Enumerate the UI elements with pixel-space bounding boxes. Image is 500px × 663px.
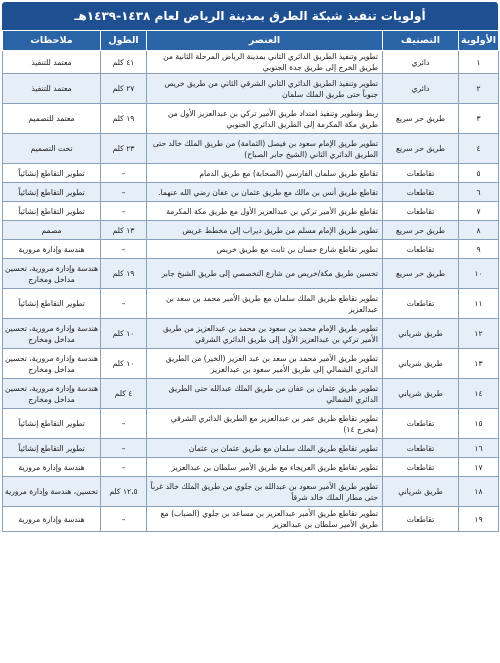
cell-classification: طريق حر سريع — [383, 104, 459, 134]
table-row — [3, 349, 499, 379]
cell-element: تطوير تقاطع طريق الملك سلمان مع طريق عثمان بن عثمان — [147, 439, 383, 458]
table-row — [3, 74, 499, 104]
cell-element: تطوير طريق الأمير سعود بن عبدالله بن جلوي من طريق الملك خالد غرباً حتى مطار الملك خالد شرقاً — [147, 477, 383, 507]
table-row — [3, 240, 499, 259]
table-row — [3, 164, 499, 183]
cell-notes: هندسة وإدارة مرورية، تحسين مداخل ومخارج — [3, 259, 101, 289]
cell-element: تطوير طريق الإمام مسلم من طريق ديراب إلى مخطط عريض — [147, 221, 383, 240]
header-element: العنصر — [147, 31, 383, 51]
cell-notes: تطوير التقاطع إنشائياً — [3, 409, 101, 439]
cell-notes: هندسة وإدارة مرورية — [3, 458, 101, 477]
cell-element: تحسين طريق مكة/خريص من شارع التخصصي إلى طريق الشيخ جابر — [147, 259, 383, 289]
table-row — [3, 458, 499, 477]
cell-notes: معتمد للتنفيذ — [3, 74, 101, 104]
cell-classification: تقاطعات — [383, 409, 459, 439]
cell-classification: تقاطعات — [383, 439, 459, 458]
cell-notes: مصمم — [3, 221, 101, 240]
cell-element: تطوير تقاطع طريق الملك سلمان مع طريق الأمير محمد بن سعد بن عبدالعزيز — [147, 289, 383, 319]
cell-notes: تطوير التقاطع إنشائياً — [3, 289, 101, 319]
table-row — [3, 259, 499, 289]
cell-length: ١٠ كلم — [101, 319, 147, 349]
cell-priority: ٢ — [459, 74, 499, 104]
cell-element: تطوير وتنفيذ الطريق الدائري الثاني بمدينة الرياض المرحلة الثانية من طريق الخرج إلى طريق جدة الجنوبي — [147, 51, 383, 74]
cell-element: تطوير تقاطع شارع حسان بن ثابت مع طريق خريص — [147, 240, 383, 259]
cell-classification: طريق شرياني — [383, 379, 459, 409]
cell-classification: طريق شرياني — [383, 319, 459, 349]
header-row — [3, 31, 499, 51]
cell-classification: تقاطعات — [383, 183, 459, 202]
table-row — [3, 477, 499, 507]
cell-notes: تطوير التقاطع إنشائياً — [3, 183, 101, 202]
cell-priority: ١٦ — [459, 439, 499, 458]
table-row — [3, 104, 499, 134]
cell-length: ١٣ كلم — [101, 221, 147, 240]
cell-priority: ١٩ — [459, 507, 499, 532]
cell-length: – — [101, 507, 147, 532]
cell-priority: ٤ — [459, 134, 499, 164]
priorities-document — [2, 2, 498, 532]
cell-element: تقاطع طريق الأمير تركي بن عبدالعزيز الأول مع طريق مكة المكرمة — [147, 202, 383, 221]
cell-length: – — [101, 202, 147, 221]
header-notes: ملاحظات — [3, 31, 101, 51]
cell-priority: ٦ — [459, 183, 499, 202]
cell-element: تطوير تقاطع طريق العريجاء مع طريق الأمير سلطان بن عبدالعزيز — [147, 458, 383, 477]
table-row — [3, 379, 499, 409]
cell-notes: معتمد للتصميم — [3, 104, 101, 134]
cell-length: ١٠ كلم — [101, 349, 147, 379]
cell-priority: ١١ — [459, 289, 499, 319]
cell-notes: تطوير التقاطع إنشائياً — [3, 439, 101, 458]
cell-classification: دائري — [383, 74, 459, 104]
cell-element: تقاطع طريق أنس بن مالك مع طريق عثمان بن عفان رضي الله عنهما. — [147, 183, 383, 202]
cell-notes: تحسين، هندسة وإدارة مرورية — [3, 477, 101, 507]
table-row — [3, 221, 499, 240]
cell-classification: تقاطعات — [383, 289, 459, 319]
table-row — [3, 289, 499, 319]
cell-priority: ١٠ — [459, 259, 499, 289]
cell-length: ١٩ كلم — [101, 259, 147, 289]
cell-element: تطوير طريق عثمان بن عفان من طريق الملك عبدالله حتى الطريق الدائري الشمالي — [147, 379, 383, 409]
cell-classification: تقاطعات — [383, 458, 459, 477]
cell-classification: تقاطعات — [383, 164, 459, 183]
cell-priority: ١٤ — [459, 379, 499, 409]
cell-notes: تطوير التقاطع إنشائياً — [3, 164, 101, 183]
cell-classification: طريق حر سريع — [383, 221, 459, 240]
table-row — [3, 507, 499, 532]
header-classification: التصنيف — [383, 31, 459, 51]
cell-priority: ١٥ — [459, 409, 499, 439]
cell-length: – — [101, 183, 147, 202]
cell-notes: هندسة وإدارة مرورية، تحسين مداخل ومخارج — [3, 319, 101, 349]
table-row — [3, 51, 499, 74]
cell-priority: ٧ — [459, 202, 499, 221]
cell-classification: طريق شرياني — [383, 349, 459, 379]
cell-length: – — [101, 164, 147, 183]
cell-notes: تحت التصميم — [3, 134, 101, 164]
cell-priority: ٣ — [459, 104, 499, 134]
cell-classification: طريق حر سريع — [383, 134, 459, 164]
cell-element: تطوير وتنفيذ الطريق الدائري الثاني الشرقي الثاني من طريق خريص جنوباً حتى طريق الملك سلمان — [147, 74, 383, 104]
cell-length: – — [101, 240, 147, 259]
cell-notes: تطوير التقاطع إنشائياً — [3, 202, 101, 221]
table-row — [3, 183, 499, 202]
cell-priority: ١٣ — [459, 349, 499, 379]
cell-length: – — [101, 458, 147, 477]
cell-classification: طريق حر سريع — [383, 259, 459, 289]
cell-length: ٤١ كلم — [101, 51, 147, 74]
cell-priority: ١٢ — [459, 319, 499, 349]
cell-element: تطوير تقاطع طريق عمر بن عبدالعزيز مع الطريق الدائري الشرقي (مخرج ١٤) — [147, 409, 383, 439]
cell-notes: هندسة وإدارة مرورية، تحسين مداخل ومخارج — [3, 349, 101, 379]
table-row — [3, 202, 499, 221]
road-priorities-table — [2, 30, 499, 532]
cell-element: تطوير طريق الإمام محمد بن سعود بن محمد بن عبدالعزيز من طريق الأمير تركي بن عبدالعزيز الأول إلى طريق الدائري الشرقي — [147, 319, 383, 349]
table-row — [3, 439, 499, 458]
table-row — [3, 134, 499, 164]
cell-length: – — [101, 409, 147, 439]
cell-priority: ١٧ — [459, 458, 499, 477]
cell-element: تطوير طريق الإمام سعود بن فيصل (الثمامة) من طريق الملك خالد حتى الطريق الدائري الثاني (الشيخ جابر الصباح) — [147, 134, 383, 164]
cell-element: تطوير تقاطع طريق الأمير عبدالعزيز بن مساعد بن جلوي (الضباب) مع طريق الأمير سلطان بن عبدالعزيز — [147, 507, 383, 532]
header-length: الطول — [101, 31, 147, 51]
cell-element: ربط وتطوير وتنفيذ امتداد طريق الأمير تركي بن عبدالعزيز الأول من طريق مكة المكرمة إلى الطريق الدائري الجنوبي — [147, 104, 383, 134]
cell-length: – — [101, 289, 147, 319]
cell-length: ٢٧ كلم — [101, 74, 147, 104]
cell-classification: تقاطعات — [383, 507, 459, 532]
cell-length: ١٢،٥ كلم — [101, 477, 147, 507]
cell-classification: تقاطعات — [383, 240, 459, 259]
cell-notes: هندسة وإدارة مرورية — [3, 507, 101, 532]
table-row — [3, 409, 499, 439]
cell-priority: ١٨ — [459, 477, 499, 507]
table-title: أولويات تنفيذ شبكة الطرق بمدينة الرياض لعام ١٤٣٨-١٤٣٩هـ — [2, 2, 498, 30]
cell-length: ٤ كلم — [101, 379, 147, 409]
header-priority: الأولوية — [459, 31, 499, 51]
cell-classification: طريق شرياني — [383, 477, 459, 507]
cell-length: ٢٣ كلم — [101, 134, 147, 164]
cell-classification: تقاطعات — [383, 202, 459, 221]
table-row — [3, 319, 499, 349]
cell-notes: معتمد للتنفيذ — [3, 51, 101, 74]
cell-priority: ٥ — [459, 164, 499, 183]
cell-notes: هندسة وإدارة مرورية، تحسين مداخل ومخارج — [3, 379, 101, 409]
cell-priority: ٩ — [459, 240, 499, 259]
cell-length: – — [101, 439, 147, 458]
table-body — [3, 51, 499, 532]
cell-priority: ٨ — [459, 221, 499, 240]
cell-notes: هندسة وإدارة مرورية — [3, 240, 101, 259]
cell-length: ١٩ كلم — [101, 104, 147, 134]
cell-priority: ١ — [459, 51, 499, 74]
cell-element: تقاطع طريق سلمان الفارسي (الصحابة) مع طريق الدمام — [147, 164, 383, 183]
cell-classification: دائري — [383, 51, 459, 74]
cell-element: تطوير طريق الأمير محمد بن سعد بن عبد العزيز (الخير) من الطريق الدائري الشمالي إلى طريق الأمير سعود بن عبدالعزيز — [147, 349, 383, 379]
